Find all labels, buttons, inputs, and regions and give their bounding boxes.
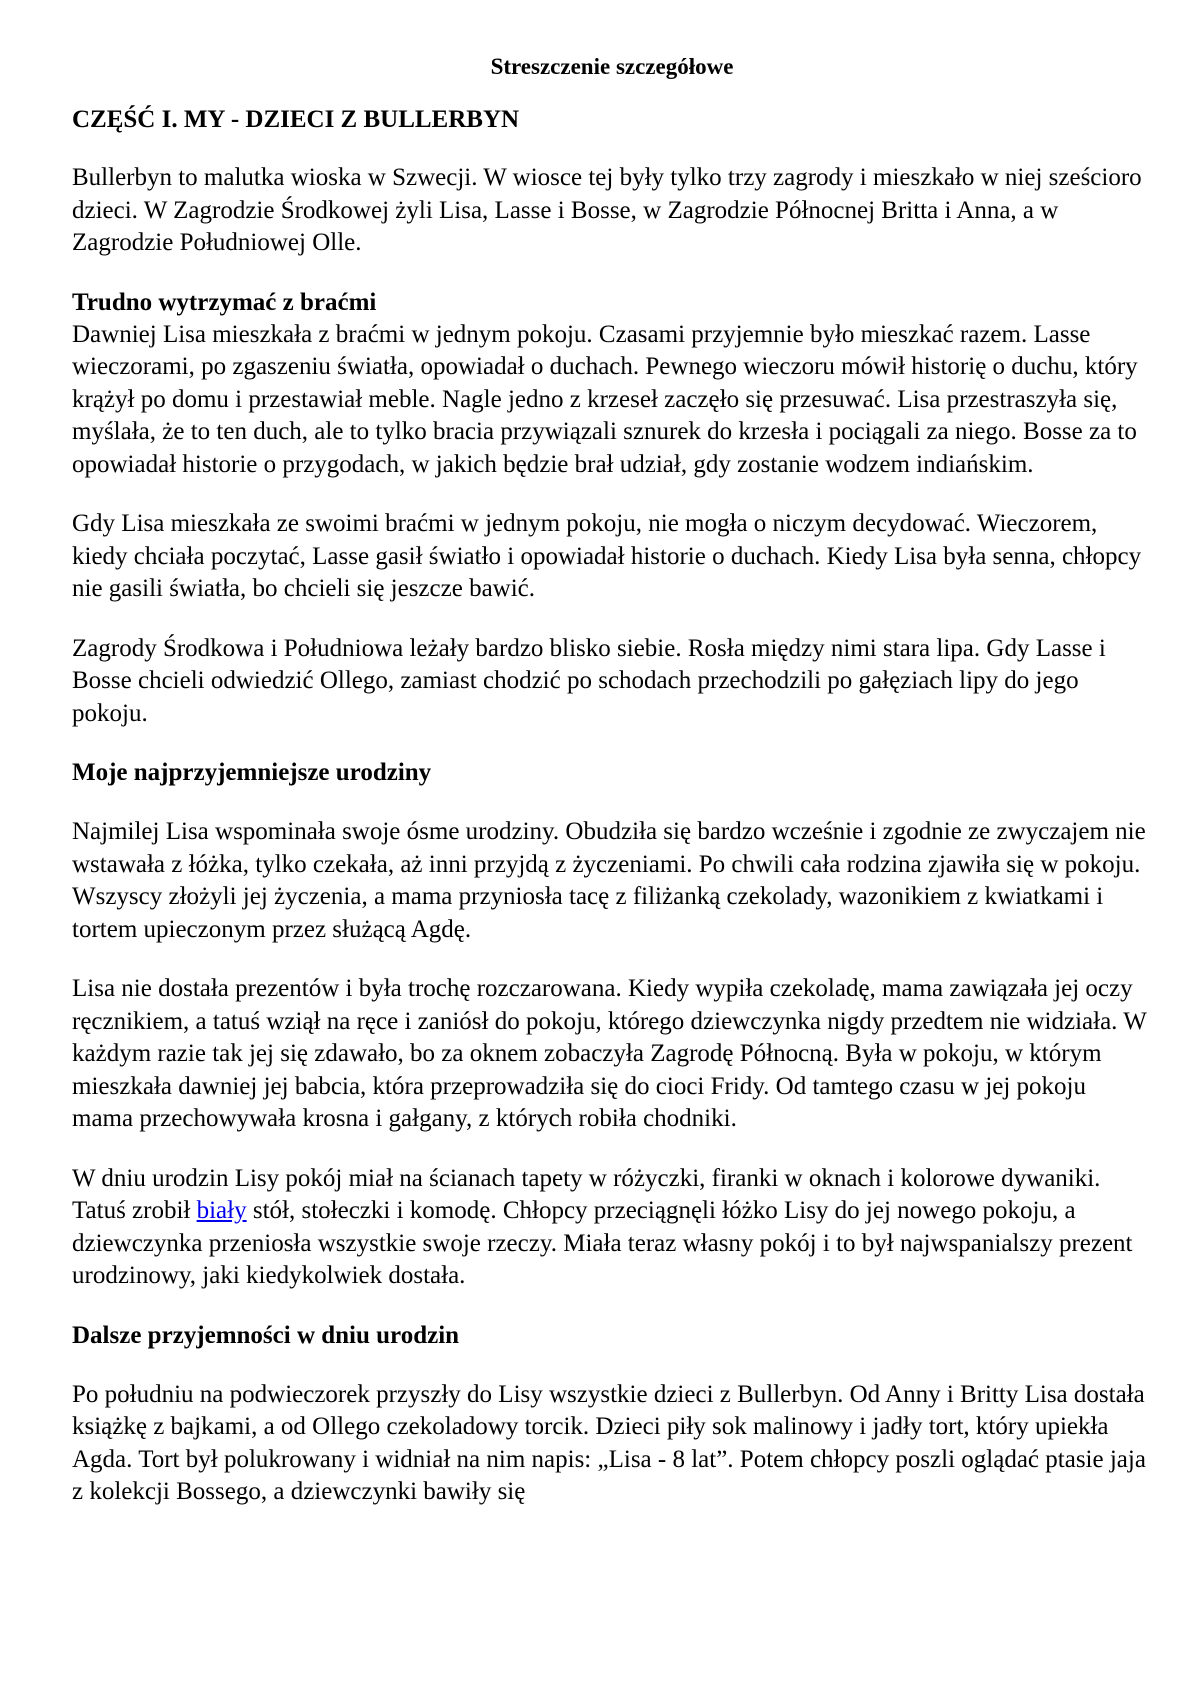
intro-paragraph: Bullerbyn to malutka wioska w Szwecji. W wiosce tej były tylko trzy zagrody i mieszkało w niej sześcioro dzieci. W Zagrodzie Środkowej żyli Lisa, Lasse i Bosse, w Zagrodzie Północnej Britta i Anna, a w Zagrodzie Południowej Olle. [72,164,1142,256]
document-page [72,52,1152,1536]
paragraph-text-after-link: stół, stołeczki i komodę. Chłopcy przeciągnęli łóżko Lisy do jej nowego pokoju, a dziewczynka przeniosła wszystkie swoje rzeczy. Miała teraz własny pokój i to był najwspanialszy prezent urodzinowy, jaki kiedykolwiek dostała. [72,1197,1133,1289]
paragraph: Lisa nie dostała prezentów i była trochę rozczarowana. Kiedy wypiła czekoladę, mama zawiązała jej oczy ręcznikiem, a tatuś wziął na ręce i zaniósł do pokoju, którego dziewczynka nigdy przedtem nie widziała. W każdym razie tak jej się zdawało, bo za oknem zobaczyła Zagrodę Północną. Była w pokoju, w którym mieszkała dawniej jej babcia, która przeprowadziła się do cioci Fridy. Od tamtego czasu w jej pokoju mama przechowywała krosna i gałgany, z których robiła chodniki. [72,975,1147,1132]
paragraph: Po południu na podwieczorek przyszły do Lisy wszystkie dzieci z Bullerbyn. Od Anny i Britty Lisa dostała książkę z bajkami, a od Ollego czekoladowy torcik. Dzieci piły sok malinowy i jadły tort, który upiekła Agda. Tort był polukrowany i widniał na nim napis: „Lisa - 8 lat”. Potem chłopcy poszli oglądać ptasie jaja z kolekcji Bossego, a dziewczynki bawiły się [72,1380,1146,1505]
section-najprzyjemniejsze-urodziny [72,757,1152,1293]
section-dalsze-przyjemnosci [72,1320,1152,1509]
paragraph: Zagrody Środkowa i Południowa leżały bardzo blisko siebie. Rosła między nimi stara lipa. Gdy Lasse i Bosse chcieli odwiedzić Ollego, zamiast chodzić po schodach przechodzili po gałęziach lipy do jego pokoju. [72,634,1106,727]
paragraph-with-link [72,1163,1152,1293]
document-title: Streszczenie szczegółowe [490,54,734,79]
paragraph: Gdy Lisa mieszkała ze swoimi braćmi w jednym pokoju, nie mogła o niczym decydować. Wieczorem, kiedy chciała poczytać, Lasse gasił światło i opowiadał historie o duchach. Kiedy Lisa była senna, chłopcy nie gasili światła, bo chcieli się jeszcze bawić. [72,510,1142,602]
section-heading: Moje najprzyjemniejsze urodziny [72,759,432,786]
section-trudno-wytrzymac [72,287,1152,731]
part-heading: CZĘŚĆ I. MY - DZIECI Z BULLERBYN [72,106,520,133]
paragraph: Dawniej Lisa mieszkała z braćmi w jednym pokoju. Czasami przyjemnie było mieszkać razem. Lasse wieczorami, po zgaszeniu światła, opowiadał o duchach. Pewnego wieczoru mówił historię o duchu, który krążył po domu i przestawiał meble. Nagle jedno z krzeseł zaczęło się przesuwać. Lisa przestraszyła się, myślała, że to ten duch, ale to tylko bracia przywiązali sznurek do krzesła i pociągali za niego. Bosse za to opowiadał historie o przygodach, w jakich będzie brał udział, gdy zostanie wodzem indiańskim. [72,320,1138,478]
inline-link-bialy[interactable]: biały [196,1197,247,1224]
paragraph-text-before-link: W dniu urodzin Lisy pokój miał na ścianach tapety w różyczki, firanki w oknach i kolorowe dywaniki. Tatuś zrobił [72,1164,1101,1224]
paragraph: Najmilej Lisa wspominała swoje ósme urodziny. Obudziła się bardzo wcześnie i zgodnie ze zwyczajem nie wstawała z łóżka, tylko czekała, aż inni przyjdą z życzeniami. Po chwili cała rodzina zjawiła się w pokoju. Wszyscy złożyli jej życzenia, a mama przyniosła tacę z filiżanką czekolady, wazonikiem z kwiatkami i tortem upieczonym przez służącą Agdę. [72,818,1146,943]
section-heading: Trudno wytrzymać z braćmi [72,288,377,316]
section-heading: Dalsze przyjemności w dniu urodzin [72,1321,460,1349]
